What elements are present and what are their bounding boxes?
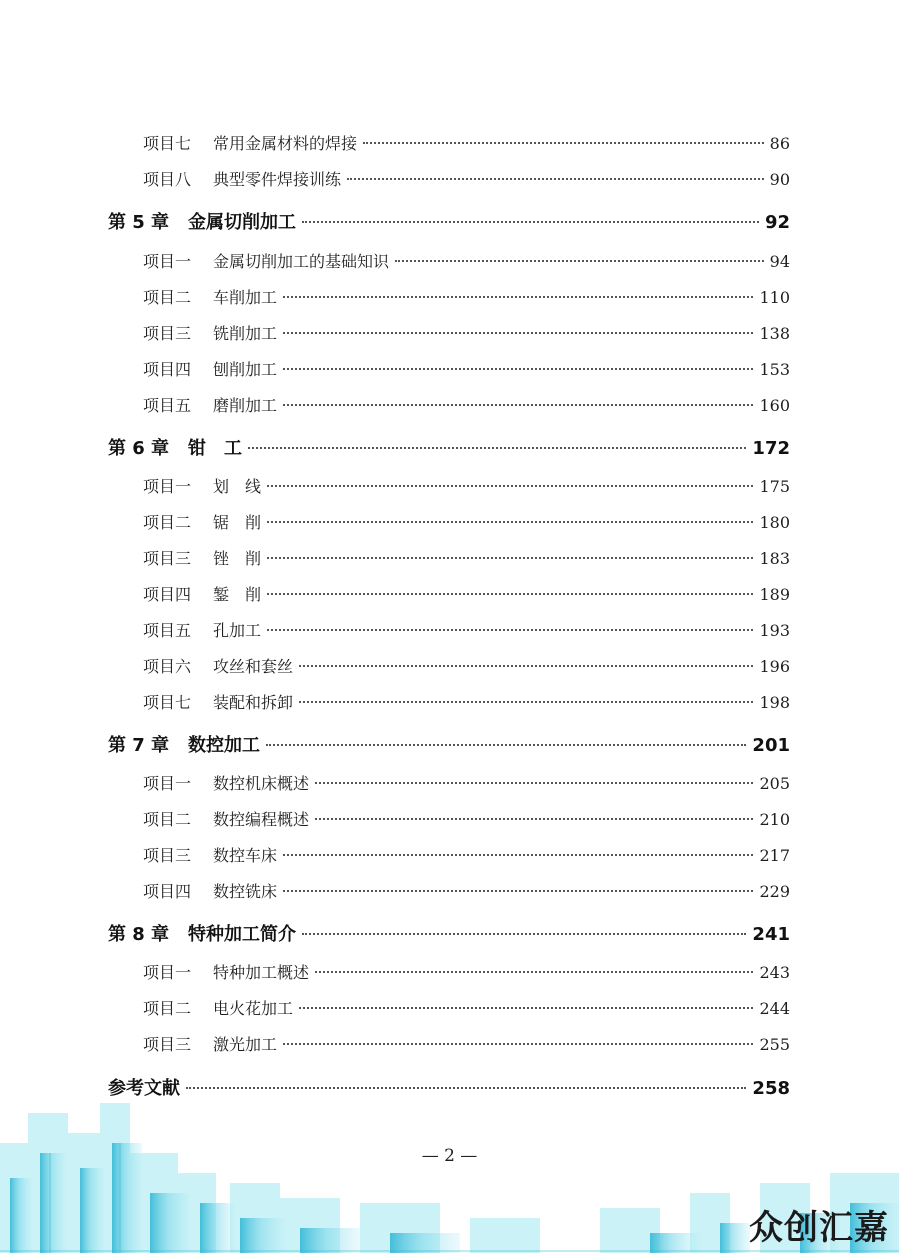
dot-leader xyxy=(267,557,753,559)
toc-item-row[interactable] xyxy=(0,510,790,533)
dot-leader xyxy=(283,1043,753,1045)
dot-leader xyxy=(315,818,753,820)
dot-leader xyxy=(283,296,753,298)
toc-page-number: 153 xyxy=(759,360,790,379)
toc-page-number: 258 xyxy=(752,1078,790,1099)
toc-title: 磨削加工 xyxy=(213,396,278,415)
toc-title: 激光加工 xyxy=(213,1035,278,1054)
toc-page-number: 175 xyxy=(759,477,790,496)
toc-item-row[interactable] xyxy=(0,843,790,866)
toc-item-row[interactable] xyxy=(0,618,790,641)
toc-page-number: 193 xyxy=(759,621,790,640)
toc-item-row[interactable] xyxy=(0,654,790,677)
toc-page-number: 189 xyxy=(759,585,790,604)
toc-title: 锉 削 xyxy=(213,549,262,568)
toc-number: 项目七 xyxy=(143,693,192,712)
toc-page-number: 183 xyxy=(759,549,790,568)
dot-leader xyxy=(267,521,753,523)
dot-leader xyxy=(248,447,746,449)
toc-number: 项目二 xyxy=(143,513,192,532)
dot-leader xyxy=(267,485,753,487)
dot-leader xyxy=(299,1007,753,1009)
toc-title: 划 线 xyxy=(213,477,262,496)
toc-page-number: 172 xyxy=(752,438,790,459)
toc-number: 项目三 xyxy=(143,549,192,568)
toc-item-row[interactable] xyxy=(0,393,790,416)
toc-number: 项目四 xyxy=(143,882,192,901)
toc-number: 项目四 xyxy=(143,585,192,604)
toc-page-number: 210 xyxy=(759,810,790,829)
toc-title: 刨削加工 xyxy=(213,360,278,379)
toc-title: 参考文献 xyxy=(108,1078,180,1099)
toc-title: 金属切削加工 xyxy=(188,212,296,233)
toc-item-row[interactable] xyxy=(0,167,790,190)
toc-title: 铣削加工 xyxy=(213,324,278,343)
toc-title: 车削加工 xyxy=(213,288,278,307)
toc-page-number: 160 xyxy=(759,396,790,415)
dot-leader xyxy=(315,782,753,784)
toc-chapter-row[interactable] xyxy=(0,920,790,946)
toc-page-number: 198 xyxy=(759,693,790,712)
toc-title: 数控铣床 xyxy=(213,882,278,901)
toc-number: 项目八 xyxy=(143,170,192,189)
toc-title: 电火花加工 xyxy=(213,999,294,1018)
dot-leader xyxy=(266,744,746,746)
toc-page-number: 243 xyxy=(759,963,790,982)
toc-title: 特种加工概述 xyxy=(213,963,310,982)
toc-item-row[interactable] xyxy=(0,807,790,830)
toc-item-row[interactable] xyxy=(0,321,790,344)
toc-item-row[interactable] xyxy=(0,285,790,308)
dot-leader xyxy=(283,332,753,334)
toc-number: 项目三 xyxy=(143,1035,192,1054)
toc-title: 特种加工简介 xyxy=(188,924,296,945)
toc-number: 项目二 xyxy=(143,999,192,1018)
toc-chapter-row[interactable] xyxy=(0,208,790,234)
toc-item-row[interactable] xyxy=(0,879,790,902)
dot-leader xyxy=(283,368,753,370)
toc-title: 数控机床概述 xyxy=(213,774,310,793)
toc-title: 装配和拆卸 xyxy=(213,693,294,712)
toc-number: 项目六 xyxy=(143,657,192,676)
toc-number: 项目二 xyxy=(143,288,192,307)
dot-leader xyxy=(395,260,764,262)
toc-title: 钳 工 xyxy=(188,438,242,459)
dot-leader xyxy=(315,971,753,973)
toc-title: 常用金属材料的焊接 xyxy=(213,134,358,153)
toc-page-number: 217 xyxy=(759,846,790,865)
toc-page-number: 255 xyxy=(759,1035,790,1054)
dot-leader xyxy=(283,890,753,892)
toc-item-row[interactable] xyxy=(0,357,790,380)
toc-chapter-row[interactable] xyxy=(0,434,790,460)
toc-page-number: 229 xyxy=(759,882,790,901)
toc-page-number: 241 xyxy=(752,924,790,945)
toc-item-row[interactable] xyxy=(0,690,790,713)
toc-item-row[interactable] xyxy=(0,582,790,605)
dot-leader xyxy=(283,404,753,406)
toc-page-number: 86 xyxy=(769,134,790,153)
toc-number: 第 8 章 xyxy=(108,924,170,945)
toc-number: 项目五 xyxy=(143,396,192,415)
toc-item-row[interactable] xyxy=(0,546,790,569)
toc-page-number: 196 xyxy=(759,657,790,676)
dot-leader xyxy=(302,933,746,935)
dot-leader xyxy=(299,701,753,703)
dot-leader xyxy=(267,629,753,631)
toc-number: 第 7 章 xyxy=(108,735,170,756)
toc-title: 錾 削 xyxy=(213,585,262,604)
toc-number: 项目三 xyxy=(143,846,192,865)
dot-leader xyxy=(299,665,753,667)
dot-leader xyxy=(347,178,764,180)
dot-leader xyxy=(283,854,753,856)
toc-number: 项目三 xyxy=(143,324,192,343)
toc-chapter-row[interactable] xyxy=(0,731,790,757)
toc-item-row[interactable] xyxy=(0,996,790,1019)
toc-title: 典型零件焊接训练 xyxy=(213,170,342,189)
toc-page-number: 201 xyxy=(752,735,790,756)
toc-title: 数控车床 xyxy=(213,846,278,865)
toc-item-row[interactable] xyxy=(0,474,790,497)
toc-page-number: 94 xyxy=(769,252,790,271)
toc-page-number: 92 xyxy=(764,212,790,233)
page-number: — 2 — xyxy=(421,1146,478,1166)
toc-page-number: 138 xyxy=(759,324,790,343)
toc-number: 第 5 章 xyxy=(108,212,170,233)
toc-item-row[interactable] xyxy=(0,131,790,154)
dot-leader xyxy=(267,593,753,595)
toc-page-number: 205 xyxy=(759,774,790,793)
toc-page-number: 90 xyxy=(769,170,790,189)
toc-title: 孔加工 xyxy=(213,621,262,640)
toc-page-number: 180 xyxy=(759,513,790,532)
toc-number: 项目一 xyxy=(143,477,192,496)
toc-number: 项目一 xyxy=(143,963,192,982)
toc-number: 项目一 xyxy=(143,252,192,271)
toc-item-row[interactable] xyxy=(0,960,790,983)
toc-number: 项目七 xyxy=(143,134,192,153)
toc-title: 金属切削加工的基础知识 xyxy=(213,252,390,271)
toc-page-number: 110 xyxy=(759,288,790,307)
toc-title: 数控编程概述 xyxy=(213,810,310,829)
toc-title: 数控加工 xyxy=(188,735,260,756)
publisher-watermark: 众创汇嘉 xyxy=(749,1208,889,1248)
toc-title: 攻丝和套丝 xyxy=(213,657,294,676)
toc-page-number: 244 xyxy=(759,999,790,1018)
dot-leader xyxy=(302,221,759,223)
toc-number: 项目二 xyxy=(143,810,192,829)
toc-item-row[interactable] xyxy=(0,249,790,272)
toc-number: 第 6 章 xyxy=(108,438,170,459)
toc-number: 项目五 xyxy=(143,621,192,640)
toc-number: 项目四 xyxy=(143,360,192,379)
toc-number: 项目一 xyxy=(143,774,192,793)
toc-item-row[interactable] xyxy=(0,1032,790,1055)
toc-item-row[interactable] xyxy=(0,771,790,794)
dot-leader xyxy=(363,142,764,144)
toc-title: 锯 削 xyxy=(213,513,262,532)
